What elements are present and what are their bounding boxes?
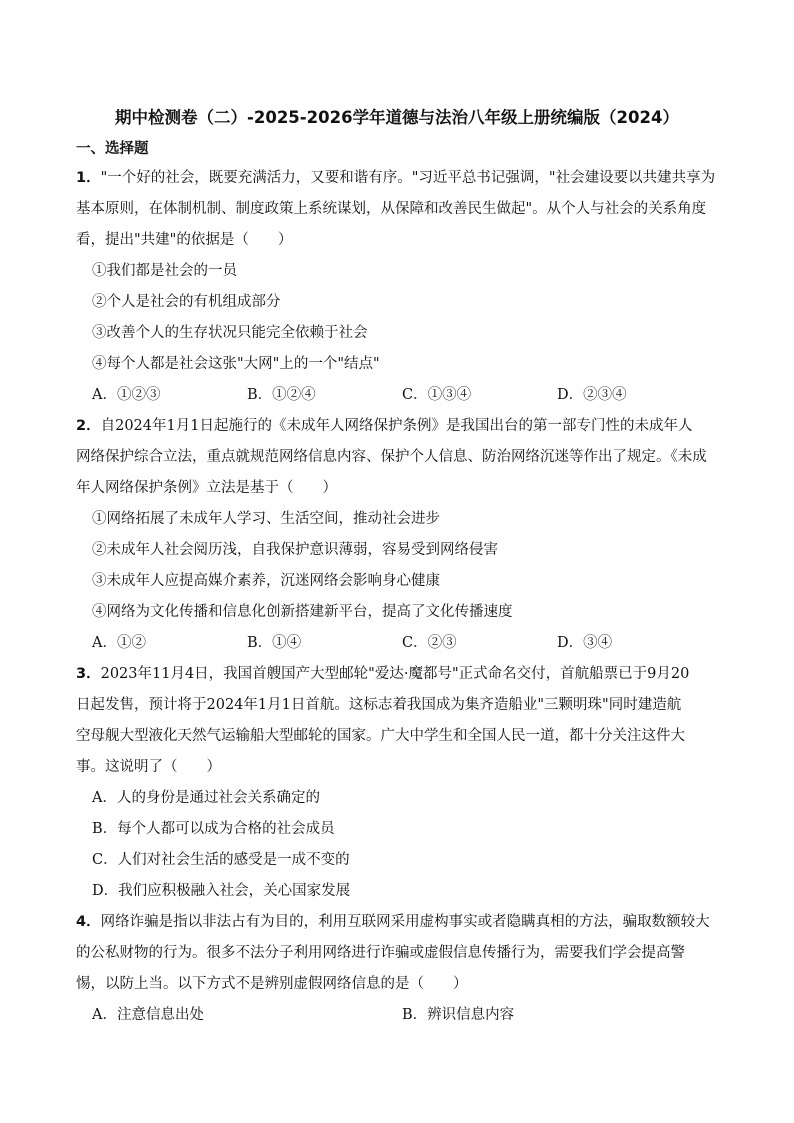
question-number: 1．	[76, 170, 101, 186]
choice-a[interactable]: A．①②	[92, 635, 146, 651]
question-number: 2．	[76, 418, 101, 434]
section-heading: 一、选择题	[76, 141, 149, 157]
question-2-line-3: 年人网络保护条例》立法是基于（ ）	[76, 480, 337, 496]
choice-b[interactable]: B．每个人都可以成为合格的社会成员	[92, 821, 335, 837]
choice-d[interactable]: D．③④	[557, 635, 613, 651]
statement-item: ②未成年人社会阅历浅，自我保护意识薄弱，容易受到网络侵害	[92, 542, 498, 558]
page-title: 期中检测卷（二）-2025-2026学年道德与法治八年级上册统编版（2024）	[115, 108, 679, 127]
question-1-line-1: 1．"一个好的社会，既要充满活力，又要和谐有序。"习近平总书记强调，"社会建设要以共建共享为	[76, 170, 716, 186]
question-3-line-2: 日起发售，预计将于2024年1月1日首航。这标志着我国成为集齐造船业"三颗明珠"同时建造航	[76, 697, 682, 713]
choice-b[interactable]: B．辨识信息内容	[402, 1007, 515, 1023]
question-3-line-4: 事。这说明了（ ）	[76, 759, 221, 775]
question-number: 4．	[76, 914, 101, 930]
question-1-line-2: 基本原则，在体制机制、制度政策上系统谋划，从保障和改善民生做起"。从个人与社会的关系角度	[76, 201, 707, 217]
choice-c[interactable]: C．①③④	[402, 387, 472, 403]
statement-item: ③改善个人的生存状况只能完全依赖于社会	[92, 325, 368, 341]
choice-d[interactable]: D．我们应积极融入社会，关心国家发展	[92, 883, 351, 899]
choice-b[interactable]: B．①②④	[247, 387, 316, 403]
question-1-line-3: 看，提出"共建"的依据是（ ）	[76, 232, 293, 248]
choice-a[interactable]: A．注意信息出处	[92, 1007, 204, 1023]
question-2-line-2: 网络保护综合立法，重点就规范网络信息内容、保护个人信息、防治网络沉迷等作出了规定。《未成	[76, 449, 707, 465]
statement-item: ③未成年人应提高媒介素养，沉迷网络会影响身心健康	[92, 573, 440, 589]
question-4-line-1: 4．网络诈骗是指以非法占有为目的，利用互联网采用虚构事实或者隐瞒真相的方法，骗取数额较大	[76, 914, 710, 930]
choice-c[interactable]: C．人们对社会生活的感受是一成不变的	[92, 852, 350, 868]
question-4-line-2: 的公私财物的行为。很多不法分子利用网络进行诈骗或虚假信息传播行为，需要我们学会提高警	[76, 945, 685, 961]
choice-d[interactable]: D．②③④	[557, 387, 627, 403]
choice-c[interactable]: C．②③	[402, 635, 457, 651]
choice-a[interactable]: A．人的身份是通过社会关系确定的	[92, 790, 320, 806]
statement-item: ①网络拓展了未成年人学习、生活空间，推动社会进步	[92, 511, 440, 527]
statement-item: ④每个人都是社会这张"大网"上的一个"结点"	[92, 356, 380, 372]
question-2-line-1: 2．自2024年1月1日起施行的《未成年人网络保护条例》是我国出台的第一部专门性的未成年人	[76, 418, 693, 434]
statement-item: ①我们都是社会的一员	[92, 263, 237, 279]
statement-item: ②个人是社会的有机组成部分	[92, 294, 281, 310]
choice-a[interactable]: A．①②③	[92, 387, 161, 403]
question-4-line-3: 惕，以防上当。以下方式不是辨别虚假网络信息的是（ ）	[76, 976, 468, 992]
choice-b[interactable]: B．①④	[247, 635, 302, 651]
question-number: 3．	[76, 666, 101, 682]
statement-item: ④网络为文化传播和信息化创新搭建新平台，提高了文化传播速度	[92, 604, 513, 620]
question-3-line-1: 3．2023年11月4日，我国首艘国产大型邮轮"爱达·魔都号"正式命名交付，首航船票已于9月20	[76, 666, 690, 682]
question-3-line-3: 空母舰大型液化天然气运输船大型邮轮的国家。广大中学生和全国人民一道，都十分关注这件大	[76, 728, 685, 744]
